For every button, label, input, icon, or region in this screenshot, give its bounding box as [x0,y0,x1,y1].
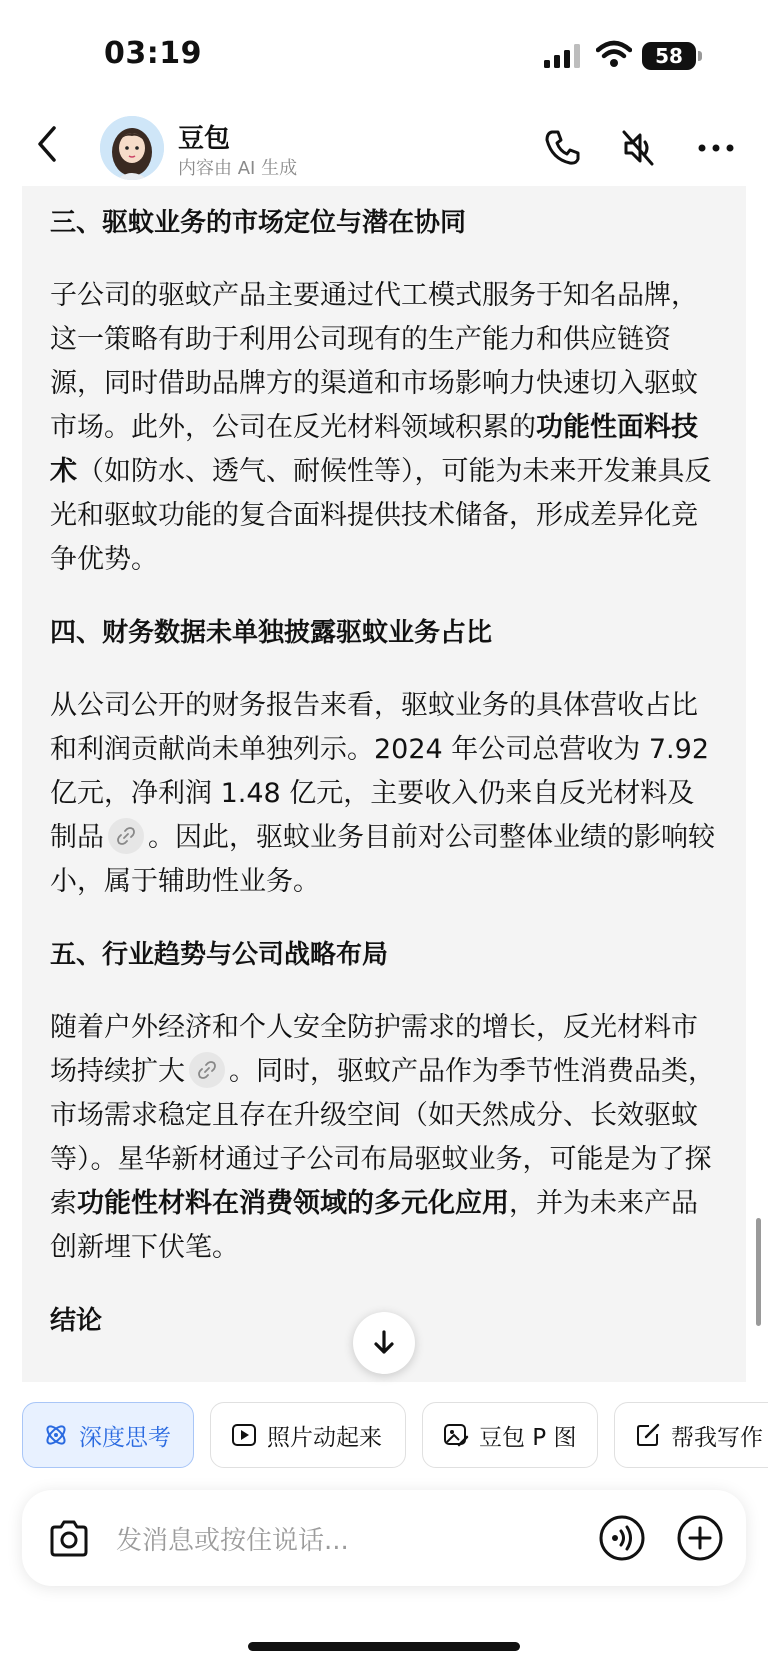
section-heading: 五、行业趋势与公司战略布局 [50,940,389,970]
back-icon[interactable] [28,122,68,166]
scrollbar[interactable] [756,1218,761,1326]
chat-title: 豆包 [178,124,231,154]
voice-call-icon[interactable] [598,1514,646,1562]
edit-icon [635,1422,661,1448]
chip-label: 帮我写作 [671,1424,763,1451]
section-heading: 四、财务数据未单独披露驱蚊业务占比 [50,618,493,648]
chip-label: 照片动起来 [267,1424,382,1451]
paragraph-text: 。同时，驱蚊产品作为季节性消费品类，市场需求稳定且存在升级空间（如天然成分、长效驱蚊等）。星华新材通过子公司布局驱蚊业务，可能是为了探索 [50,1056,715,1219]
quick-action-bar [0,1402,768,1468]
chip-help-write[interactable] [614,1402,768,1468]
paragraph-text: 从公司公开的财务报告来看，驱蚊业务的具体营收占比和利润贡献尚未单独列示。2024 年公司总营收为 7.92 亿元，净利润 1.48 亿元，主要收入仍来自反光材料及制品 [50,690,709,853]
chat-header [0,110,768,190]
plus-icon[interactable] [676,1514,724,1562]
chip-image-edit[interactable] [422,1402,598,1468]
ai-generated-note: 内容由 AI 生成 [178,158,298,179]
battery-cap [698,51,702,61]
citation-link-icon[interactable] [189,1052,225,1088]
bold-text: 功能性材料在消费领域的多元化应用 [77,1188,509,1219]
status-bar [0,0,768,110]
chip-label: 豆包 P 图 [479,1424,577,1451]
cellular-signal-icon [544,44,582,68]
citation-link-icon[interactable] [108,818,144,854]
more-icon[interactable] [694,126,738,170]
atom-icon [43,1422,69,1448]
phone-icon[interactable] [540,126,584,170]
home-indicator [248,1642,520,1651]
play-icon [231,1422,257,1448]
avatar-illustration [100,116,164,180]
section-paragraph [50,1006,720,1270]
paragraph-text: （如防水、透气、耐候性等），可能为未来开发兼具反光和驱蚊功能的复合面料提供技术储备，形成差异化竞争优势。 [50,456,712,575]
paragraph-text: 。因此，驱蚊业务目前对公司整体业绩的影响较小，属于辅助性业务。 [50,822,715,897]
battery-icon: 58 [642,42,696,70]
bold-text: 功能性面料技术 [50,412,698,487]
scroll-to-bottom-button[interactable] [353,1312,415,1374]
section-heading: 三、驱蚊业务的市场定位与潜在协同 [50,208,467,238]
image-edit-icon [443,1422,469,1448]
paragraph-text: ，并为未来产品创新埋下伏笔。 [50,1188,698,1263]
section-heading: 结论 [50,1306,103,1336]
section-paragraph [50,274,720,582]
section-paragraph [50,684,720,904]
status-time: 03:19 [104,36,202,71]
arrow-down-icon [369,1328,399,1358]
chip-deep-think[interactable] [22,1402,194,1468]
paragraph-text: 随着户外经济和个人安全防护需求的增长，反光材料市场持续扩大 [50,1012,698,1087]
message-input-bar [22,1490,746,1586]
mute-icon[interactable] [616,126,660,170]
avatar[interactable] [100,116,164,180]
wifi-icon [596,40,632,68]
paragraph-text: 子公司的驱蚊产品主要通过代工模式服务于知名品牌，这一策略有助于利用公司现有的生产能力和供应链资源，同时借助品牌方的渠道和市场影响力快速切入驱蚊市场。此外，公司在反光材料领域积累的 [50,280,698,443]
chip-animate-photo[interactable] [210,1402,406,1468]
camera-icon[interactable] [46,1516,92,1562]
message-input[interactable]: 发消息或按住说话... [116,1526,349,1556]
ai-message-bubble [22,186,746,1382]
chip-label: 深度思考 [79,1424,171,1451]
